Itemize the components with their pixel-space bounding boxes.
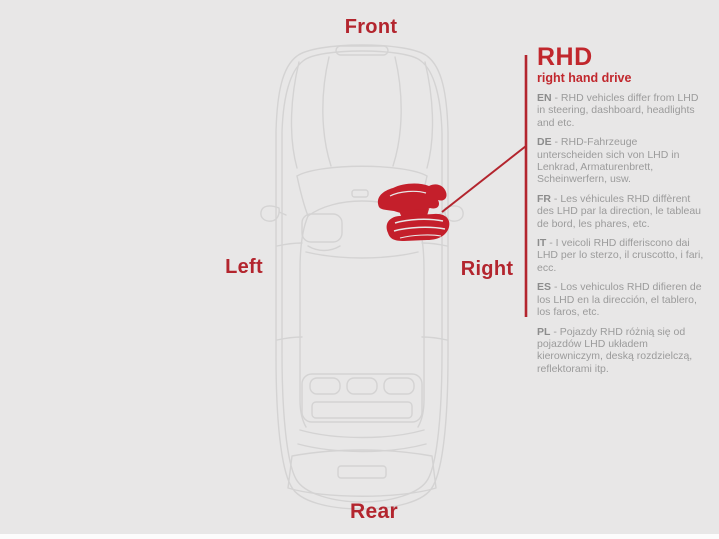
lang-entry-es [537,281,705,318]
lang-text-es: - Los vehiculos RHD difieren de los LHD en la dirección, el tablero, los faros, etc. [537,281,702,319]
lang-code-pl: PL [537,325,551,338]
panel-title: RHD [537,43,593,71]
lang-text-pl: - Pojazdy RHD różnią się od pojazdów LHD układem kierowniczym, deską rozdzielczą, reflektorami itp. [537,325,693,375]
panel-subtitle: right hand drive [537,71,632,85]
lang-entry-it [537,237,705,274]
lang-entry-de [537,136,705,186]
lang-text-en: - RHD vehicles differ from LHD in steering, dashboard, headlights and etc. [537,92,699,129]
lang-text-it: - I veicoli RHD differiscono dai LHD per lo sterzo, il cruscotto, i fari, ecc. [537,237,704,274]
language-entries [537,92,705,375]
lang-entry-pl [537,326,705,376]
lang-code-de: DE [537,136,552,149]
lang-text-fr: - Les véhicules RHD diffèrent des LHD par la direction, le tableau de bord, les phares, etc. [537,192,702,230]
lang-code-es: ES [537,281,552,294]
label-rear: Rear [350,500,398,523]
label-front: Front [344,16,398,38]
label-left: Left [225,256,263,278]
lang-text-de: - RHD-Fahrzeuge unterscheiden sich von LHD in Lenkrad, Armaturenbrett, Scheinwerfern, usw. [537,136,680,186]
steering-wheel-highlight[interactable] [378,184,450,241]
lang-code-fr: FR [537,192,551,205]
lang-code-it: IT [537,237,547,250]
lang-entry-en [537,92,705,129]
bottom-edge-strip [0,534,719,539]
lang-code-en: EN [537,92,552,104]
label-right: Right [460,258,514,280]
info-panel [537,44,705,382]
lang-entry-fr [537,193,705,230]
